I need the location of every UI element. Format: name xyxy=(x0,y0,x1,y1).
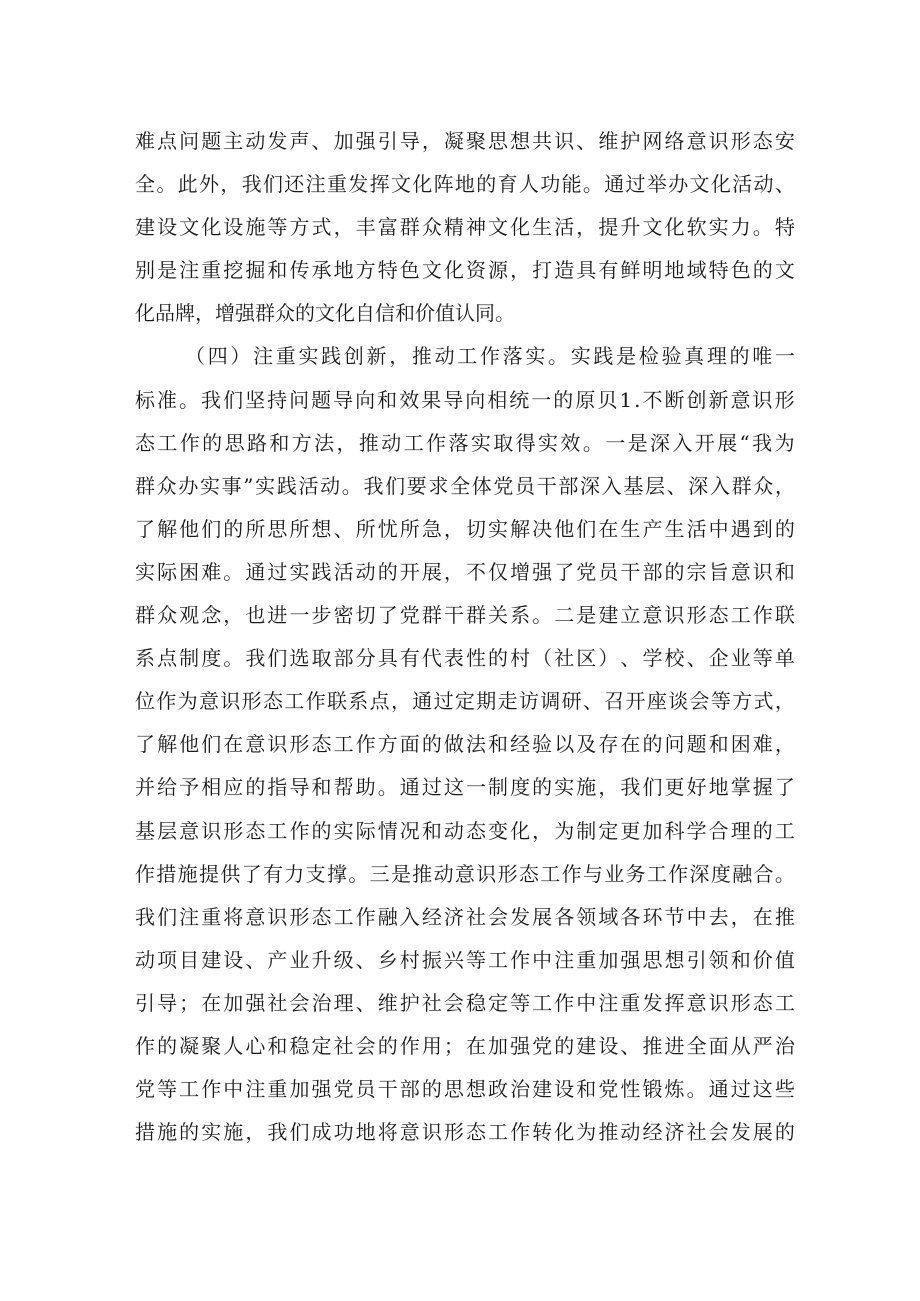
text-line: 动 项 目 建 设 、 产 业 升 级 、 乡 村 振 兴 等 工 作 中 注 重 加 强 思 想 引 领 和 价 值 xyxy=(135,947,795,972)
text-line: 我 们 注 重 将 意 识 形 态 工 作 融 入 经 济 社 会 发 展 各 领 域 各 环 节 中 去 ， 在 推 xyxy=(135,904,795,929)
text-line: 措 施 的 实 施 ， 我 们 成 功 地 将 意 识 形 态 工 作 转 化 为 推 动 经 济 社 会 发 展 的 xyxy=(135,1120,795,1145)
text-line: 作 措 施 提 供 了 有 力 支 撑 。 三 是 推 动 意 识 形 态 工 作 与 业 务 工 作 深 度 融 合 。 xyxy=(135,861,795,886)
text-line: 了 解 他 们 的 所 思 所 想 、 所 忧 所 急 ， 切 实 解 决 他 们 在 生 产 生 活 中 遇 到 的 xyxy=(135,516,795,541)
text-line: 并 给 予 相 应 的 指 导 和 帮 助 。 通 过 这 一 制 度 的 实 施 ， 我 们 更 好 地 掌 握 了 xyxy=(135,775,795,800)
text-line: 化 品 牌 ， 增 强 群 众 的 文 化 自 信 和 价 值 认 同 。 xyxy=(135,301,515,326)
text-line: 态 工 作 的 思 路 和 方 法 ， 推 动 工 作 落 实 取 得 实 效 。 一 是 深 入 开 展 “ 我 为 xyxy=(135,430,795,455)
text-line: 了 解 他 们 在 意 识 形 态 工 作 方 面 的 做 法 和 经 验 以 及 存 在 的 问 题 和 困 难 ， xyxy=(135,732,795,757)
text-line: 位 作 为 意 识 形 态 工 作 联 系 点 ， 通 过 定 期 走 访 调 研 、 召 开 座 谈 会 等 方 式 ， xyxy=(135,689,795,714)
text-line: 党 等 工 作 中 注 重 加 强 党 员 干 部 的 思 想 政 治 建 设 和 党 性 锻 炼 。 通 过 这 些 xyxy=(135,1077,795,1102)
body-text xyxy=(135,120,795,1154)
text-line: 建 设 文 化 设 施 等 方 式 ， 丰 富 群 众 精 神 文 化 生 活 ， 提 升 文 化 软 实 力 。 特 xyxy=(135,215,795,240)
text-line: 作 的 凝 聚 人 心 和 稳 定 社 会 的 作 用 ； 在 加 强 党 的 建 设 、 推 进 全 面 从 严 治 xyxy=(135,1033,795,1058)
text-line: 基 层 意 识 形 态 工 作 的 实 际 情 况 和 动 态 变 化 ， 为 制 定 更 加 科 学 合 理 的 工 xyxy=(135,818,795,843)
text-line: 系 点 制 度 。 我 们 选 取 部 分 具 有 代 表 性 的 村 （ 社 区 ） 、 学 校 、 企 业 等 单 xyxy=(135,646,795,671)
text-line: 别 是 注 重 挖 掘 和 传 承 地 方 特 色 文 化 资 源 ， 打 造 具 有 鲜 明 地 域 特 色 的 文 xyxy=(135,258,795,283)
text-line: 全 。 此 外 ， 我 们 还 注 重 发 挥 文 化 阵 地 的 育 人 功 能 。 通 过 举 办 文 化 活 动 、 xyxy=(135,172,795,197)
text-line: 引 导 ； 在 加 强 社 会 治 理 、 维 护 社 会 稳 定 等 工 作 中 注 重 发 挥 意 识 形 态 工 xyxy=(135,990,795,1015)
text-line: 群 众 观 念 ， 也 进 一 步 密 切 了 党 群 干 群 关 系 。 二 是 建 立 意 识 形 态 工 作 联 xyxy=(135,603,795,628)
text-line: 难 点 问 题 主 动 发 声 、 加 强 引 导 ， 凝 聚 思 想 共 识 、 维 护 网 络 意 识 形 态 安 xyxy=(135,129,795,153)
text-line: （ 四 ） 注 重 实 践 创 新 ， 推 动 工 作 落 实 。 实 践 是 检 验 真 理 的 唯 一 xyxy=(185,344,795,369)
text-line: 实 际 困 难 。 通 过 实 践 活 动 的 开 展 ， 不 仅 增 强 了 党 员 干 部 的 宗 旨 意 识 和 xyxy=(135,559,795,584)
text-line: 标 准 。 我 们 坚 持 问 题 导 向 和 效 果 导 向 相 统 一 的 原 贝 1 . 不 断 创 新 意 识 形 xyxy=(135,387,795,412)
text-line: 群 众 办 实 事 ” 实 践 活 动 。 我 们 要 求 全 体 党 员 干 部 深 入 基 层 、 深 入 群 众 ， xyxy=(135,473,795,498)
